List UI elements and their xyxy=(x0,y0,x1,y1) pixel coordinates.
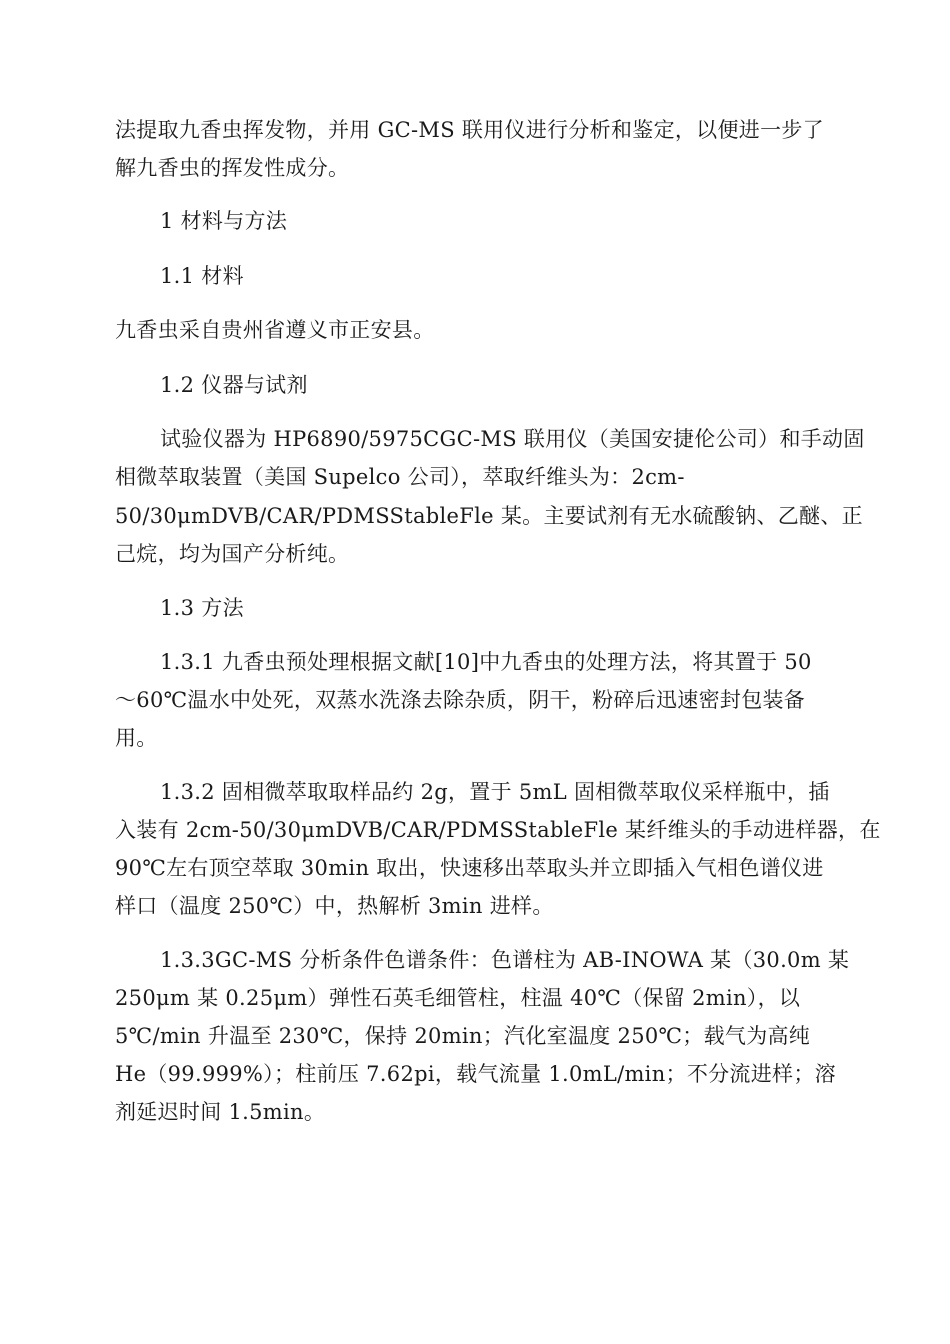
instruments-text-line-4: 己烷，均为国产分析纯。 xyxy=(115,542,350,566)
method-2-text-line-2: 入装有 2cm-50/30μmDVB/CAR/PDMSStableFle 某纤维头的手动进样器，在 xyxy=(115,818,881,842)
method-3-text-line-1: 1.3.3GC-MS 分析条件色谱条件：色谱柱为 AB-INOWA 某（30.0m 某 xyxy=(160,948,850,972)
instruments-text-line-3: 50/30μmDVB/CAR/PDMSStableFle 某。主要试剂有无水硫酸钠、乙醚、正 xyxy=(115,504,863,528)
instruments-text-line-1: 试验仪器为 HP6890/5975CGC-MS 联用仪（美国安捷伦公司）和手动固 xyxy=(160,427,865,451)
materials-text: 九香虫采自贵州省遵义市正安县。 xyxy=(115,318,435,342)
method-1-text-line-1: 1.3.1 九香虫预处理根据文献[10]中九香虫的处理方法，将其置于 50 xyxy=(160,650,812,674)
method-2-text-line-4: 样口（温度 250℃）中，热解析 3min 进样。 xyxy=(115,894,554,918)
method-2-text-line-3: 90℃左右顶空萃取 30min 取出，快速移出萃取头并立即插入气相色谱仪进 xyxy=(115,856,824,880)
intro-text-line-1: 法提取九香虫挥发物，并用 GC-MS 联用仪进行分析和鉴定，以便进一步了 xyxy=(115,118,824,142)
section-heading-materials-methods: 1 材料与方法 xyxy=(160,209,288,233)
subsection-heading-instruments: 1.2 仪器与试剂 xyxy=(160,373,308,397)
intro-text-line-2: 解九香虫的挥发性成分。 xyxy=(115,156,350,180)
method-3-text-line-3: 5℃/min 升温至 230℃，保持 20min；汽化室温度 250℃；载气为高纯 xyxy=(115,1024,811,1048)
method-3-text-line-2: 250μm 某 0.25μm）弹性石英毛细管柱，柱温 40℃（保留 2min），以 xyxy=(115,986,801,1010)
method-3-text-line-5: 剂延迟时间 1.5min。 xyxy=(115,1100,326,1124)
subsection-heading-materials: 1.1 材料 xyxy=(160,264,244,288)
method-3-text-line-4: He（99.999%）；柱前压 7.62pi，载气流量 1.0mL/min；不分流进样；溶 xyxy=(115,1062,836,1086)
subsection-heading-methods: 1.3 方法 xyxy=(160,596,244,620)
instruments-text-line-2: 相微萃取装置（美国 Supelco 公司），萃取纤维头为：2cm- xyxy=(115,465,685,489)
method-1-text-line-2: ～60℃温水中处死，双蒸水洗涤去除杂质，阴干，粉碎后迅速密封包装备 xyxy=(115,688,806,712)
method-2-text-line-1: 1.3.2 固相微萃取取样品约 2g，置于 5mL 固相微萃取仪采样瓶中，插 xyxy=(160,780,830,804)
method-1-text-line-3: 用。 xyxy=(115,726,158,750)
